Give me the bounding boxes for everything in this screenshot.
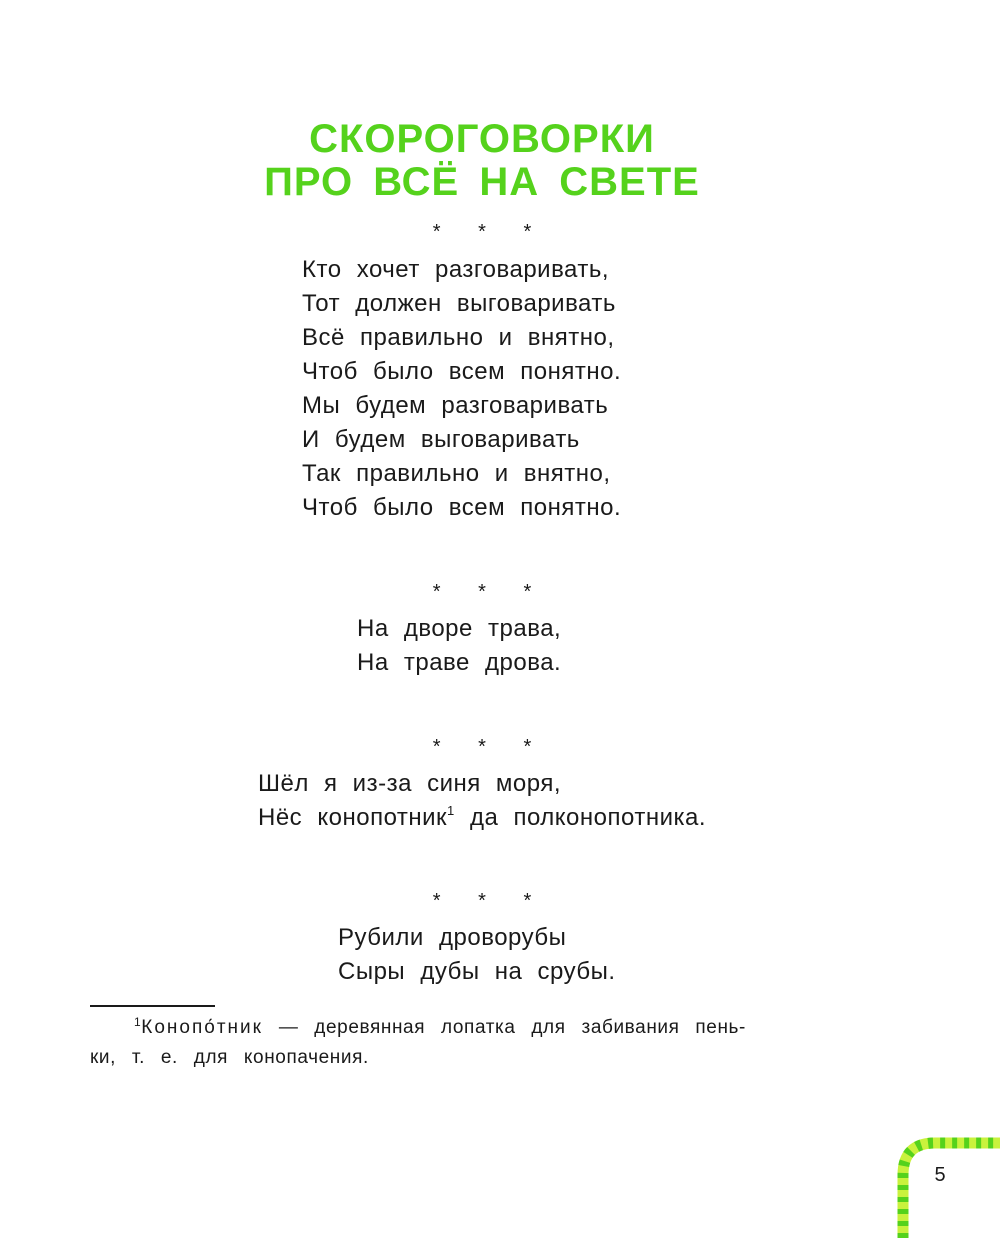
page-title-line-1: СКОРОГОВОРКИ — [309, 117, 655, 161]
footnote — [90, 1013, 880, 1073]
poem-line: Чтоб было всем понятно. — [302, 358, 622, 385]
page-title-line-2: ПРО ВСЁ НА СВЕТЕ — [264, 160, 700, 204]
poem-line: Всё правильно и внятно, — [302, 324, 615, 351]
stanza-separator-3: * * * — [432, 736, 548, 758]
footnote-line-1 — [90, 1013, 880, 1043]
poem-line: Так правильно и внятно, — [302, 460, 611, 487]
stanza-separator-4: * * * — [432, 890, 548, 912]
footnote-definition: — деревянная лопатка для забивания пень- — [262, 1017, 746, 1038]
poem-line-part: Нёс конопотник — [258, 804, 448, 831]
poem-3 — [258, 767, 706, 835]
poem-1 — [302, 253, 621, 525]
poem-2 — [357, 612, 561, 680]
footnote-divider — [90, 1005, 215, 1007]
footnote-reference[interactable]: 1 — [447, 803, 455, 818]
footnote-term: Конопо́тник — [141, 1017, 263, 1038]
corner-decoration-stripe-edge — [903, 1143, 1000, 1238]
footnote-line-2: ки, т. е. для конопачения. — [90, 1047, 369, 1068]
poem-line: Рубили дроворубы — [338, 924, 567, 951]
poem-line: На траве дрова. — [357, 649, 562, 676]
stanza-separator-2: * * * — [432, 581, 548, 603]
poem-line — [258, 801, 706, 835]
poem-line: Шёл я из-за синя моря, — [258, 770, 562, 797]
poem-line: На дворе трава, — [357, 615, 562, 642]
poem-line: И будем выговаривать — [302, 426, 580, 453]
corner-decoration-stripe — [903, 1143, 1000, 1238]
poem-line: Чтоб было всем понятно. — [302, 494, 622, 521]
poem-line: Тот должен выговаривать — [302, 290, 616, 317]
footnote-mark: 1 — [134, 1015, 142, 1029]
poem-line-part: да полконопотника. — [454, 804, 707, 831]
poem-line: Кто хочет разговаривать, — [302, 256, 610, 283]
page-number: 5 — [934, 1164, 946, 1186]
poem-line: Сыры дубы на срубы. — [338, 958, 616, 985]
stanza-separator-1: * * * — [432, 221, 548, 243]
poem-line: Мы будем разговаривать — [302, 392, 609, 419]
poem-4 — [338, 921, 616, 989]
